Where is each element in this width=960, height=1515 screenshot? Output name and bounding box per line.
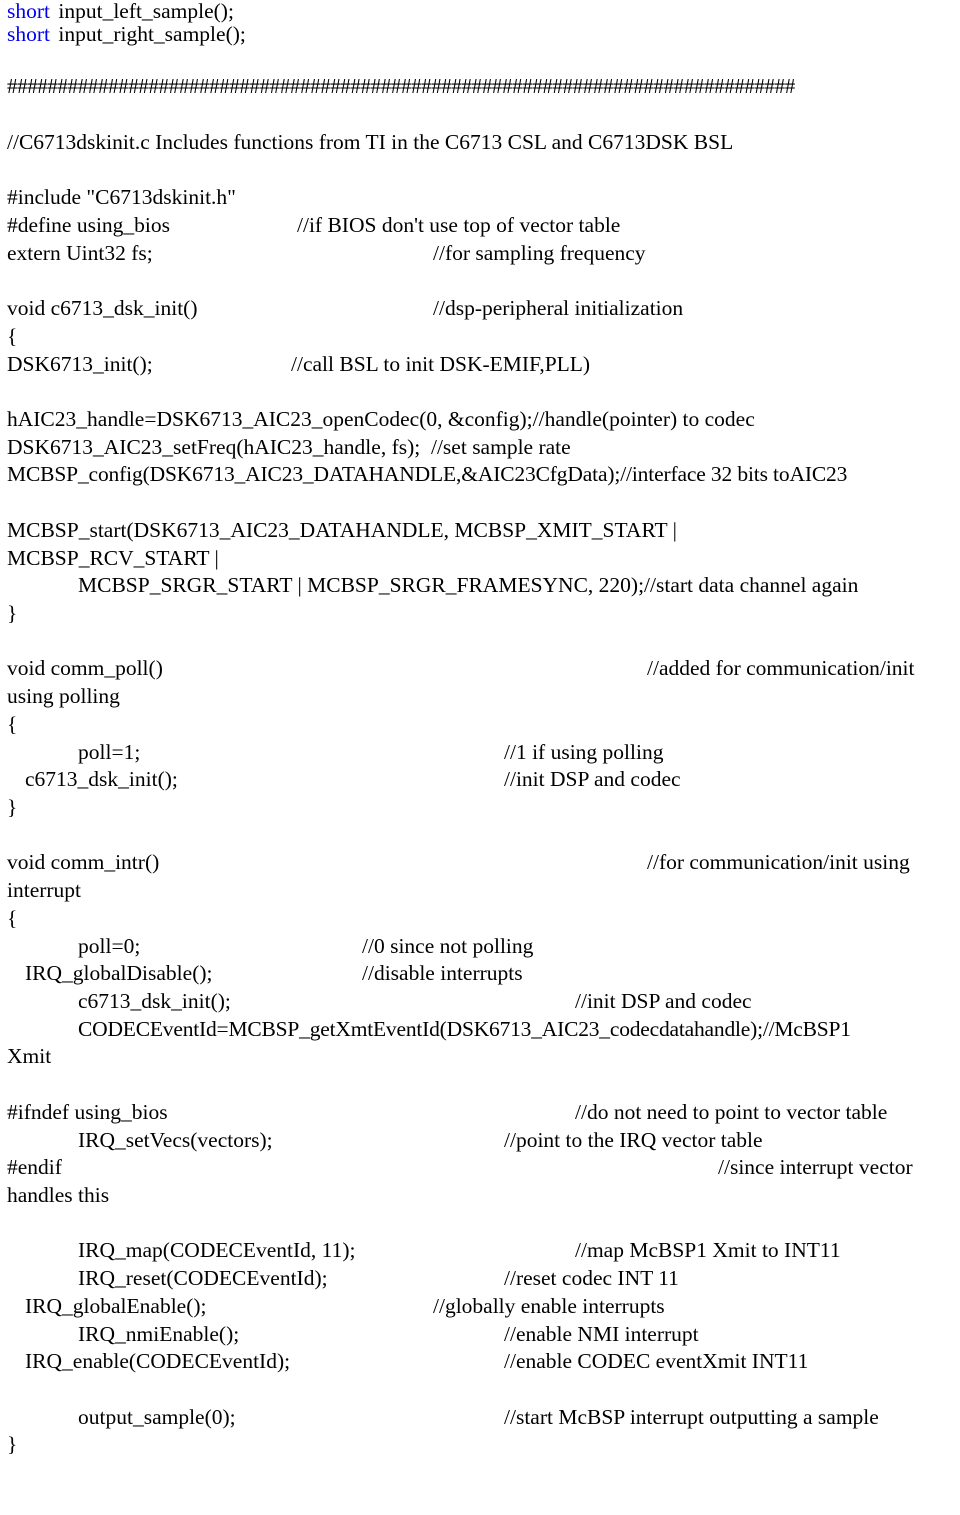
code-line bbox=[7, 654, 915, 682]
code-comment: //for communication/init using bbox=[647, 850, 910, 874]
code-text: } bbox=[7, 1432, 18, 1456]
code-comment: //if BIOS don't use top of vector table bbox=[297, 213, 621, 237]
code-line bbox=[7, 1098, 888, 1126]
code-line bbox=[7, 183, 236, 211]
code-comment: //enable NMI interrupt bbox=[504, 1322, 699, 1346]
code-comment: //1 if using polling bbox=[504, 740, 664, 764]
code-text: CODECEventId=MCBSP_getXmtEventId(DSK6713_AIC23_codecdatahandle);//McBSP1 bbox=[78, 1017, 851, 1041]
code-line bbox=[7, 405, 755, 433]
code-line bbox=[7, 1015, 851, 1043]
code-line bbox=[7, 848, 910, 876]
code-text: #endif bbox=[7, 1155, 62, 1179]
code-text: MCBSP_start(DSK6713_AIC23_DATAHANDLE, MCBSP_XMIT_START | bbox=[7, 518, 677, 542]
code-text: poll=0; bbox=[78, 934, 141, 958]
code-line-input-right bbox=[7, 20, 246, 48]
code-comment: //0 since not polling bbox=[362, 934, 534, 958]
code-comment: //since interrupt vector bbox=[718, 1155, 913, 1179]
code-text: extern Uint32 fs; bbox=[7, 241, 153, 265]
code-text: #ifndef using_bios bbox=[7, 1100, 168, 1124]
code-text: IRQ_globalEnable(); bbox=[25, 1294, 207, 1318]
code-text: IRQ_reset(CODECEventId); bbox=[78, 1266, 328, 1290]
code-line bbox=[7, 1264, 679, 1292]
code-text: { bbox=[7, 324, 18, 348]
code-text: void c6713_dsk_init() bbox=[7, 296, 198, 320]
code-comment: //added for communication/init bbox=[647, 656, 915, 680]
code-comment: //for sampling frequency bbox=[433, 241, 646, 265]
code-line bbox=[7, 1126, 763, 1154]
code-line bbox=[7, 1181, 110, 1209]
code-text: IRQ_nmiEnable(); bbox=[78, 1322, 240, 1346]
code-line bbox=[7, 876, 82, 904]
code-comment: //init DSP and codec bbox=[575, 989, 752, 1013]
keyword-short: short bbox=[7, 0, 50, 23]
code-line bbox=[7, 460, 848, 488]
code-text: interrupt bbox=[7, 878, 82, 902]
code-line bbox=[7, 433, 571, 461]
code-line bbox=[7, 239, 646, 267]
code-text: void comm_poll() bbox=[7, 656, 163, 680]
code-line bbox=[7, 682, 120, 710]
code-line bbox=[7, 571, 859, 599]
code-comment: //globally enable interrupts bbox=[433, 1294, 665, 1318]
code-text: void comm_intr() bbox=[7, 850, 160, 874]
code-line bbox=[7, 544, 219, 572]
code-text: IRQ_setVecs(vectors); bbox=[78, 1128, 273, 1152]
code-comment: //disable interrupts bbox=[362, 961, 523, 985]
code-text: IRQ_enable(CODECEventId); bbox=[25, 1349, 291, 1373]
code-text: handles this bbox=[7, 1183, 110, 1207]
code-comment: //enable CODEC eventXmit INT11 bbox=[504, 1349, 809, 1373]
code-line bbox=[7, 1430, 29, 1458]
code-line bbox=[7, 516, 677, 544]
code-text: IRQ_map(CODECEventId, 11); bbox=[78, 1238, 356, 1262]
keyword-short: short bbox=[7, 22, 50, 46]
code-text: MCBSP_config(DSK6713_AIC23_DATAHANDLE,&AIC23CfgData);//interface 32 bits toAIC23 bbox=[7, 462, 848, 486]
code-line bbox=[7, 987, 752, 1015]
code-text: input_left_sample(); bbox=[53, 0, 234, 23]
code-text: poll=1; bbox=[78, 740, 141, 764]
code-text: IRQ_globalDisable(); bbox=[25, 961, 213, 985]
code-line bbox=[7, 738, 664, 766]
code-line bbox=[7, 1236, 841, 1264]
separator-line: ############################################################################## bbox=[7, 74, 795, 98]
code-text: DSK6713_AIC23_setFreq(hAIC23_handle, fs); //set sample rate bbox=[7, 435, 571, 459]
code-comment: //map McBSP1 Xmit to INT11 bbox=[575, 1238, 841, 1262]
code-line bbox=[7, 294, 684, 322]
code-line bbox=[7, 932, 534, 960]
code-text: DSK6713_init(); bbox=[7, 352, 153, 376]
code-comment: //reset codec INT 11 bbox=[504, 1266, 679, 1290]
code-line bbox=[7, 599, 29, 627]
code-line bbox=[7, 350, 591, 378]
code-line bbox=[7, 904, 29, 932]
code-text: c6713_dsk_init(); bbox=[25, 767, 178, 791]
code-comment: //point to the IRQ vector table bbox=[504, 1128, 763, 1152]
code-text: } bbox=[7, 601, 18, 625]
code-text: #define using_bios bbox=[7, 213, 171, 237]
code-text: MCBSP_RCV_START | bbox=[7, 546, 219, 570]
code-text: { bbox=[7, 906, 18, 930]
code-text: } bbox=[7, 795, 18, 819]
code-comment: //dsp-peripheral initialization bbox=[433, 296, 684, 320]
code-line bbox=[7, 1347, 809, 1375]
code-line bbox=[7, 765, 681, 793]
code-line bbox=[7, 1320, 699, 1348]
code-text: MCBSP_SRGR_START | MCBSP_SRGR_FRAMESYNC, 220);//start data channel again bbox=[78, 573, 859, 597]
code-text: hAIC23_handle=DSK6713_AIC23_openCodec(0, &config);//handle(pointer) to codec bbox=[7, 407, 755, 431]
code-line bbox=[7, 1153, 913, 1181]
code-text: c6713_dsk_init(); bbox=[78, 989, 231, 1013]
code-line bbox=[7, 322, 29, 350]
code-comment: //call BSL to init DSK-EMIF,PLL) bbox=[291, 352, 591, 376]
code-line bbox=[7, 128, 734, 156]
code-comment: //init DSP and codec bbox=[504, 767, 681, 791]
code-line bbox=[7, 211, 621, 239]
code-line bbox=[7, 1292, 665, 1320]
code-line bbox=[7, 710, 29, 738]
code-text: output_sample(0); bbox=[78, 1405, 236, 1429]
code-line bbox=[7, 1403, 879, 1431]
code-comment: //do not need to point to vector table bbox=[575, 1100, 888, 1124]
code-text: input_right_sample(); bbox=[53, 22, 246, 46]
code-text: #include "C6713dskinit.h" bbox=[7, 185, 236, 209]
code-line bbox=[7, 959, 523, 987]
code-text: //C6713dskinit.c Includes functions from TI in the C6713 CSL and C6713DSK BSL bbox=[7, 130, 734, 154]
code-text: using polling bbox=[7, 684, 120, 708]
code-line bbox=[7, 793, 29, 821]
code-line bbox=[7, 1042, 52, 1070]
code-text: { bbox=[7, 712, 18, 736]
code-text: Xmit bbox=[7, 1044, 52, 1068]
code-comment: //start McBSP interrupt outputting a sample bbox=[504, 1405, 879, 1429]
